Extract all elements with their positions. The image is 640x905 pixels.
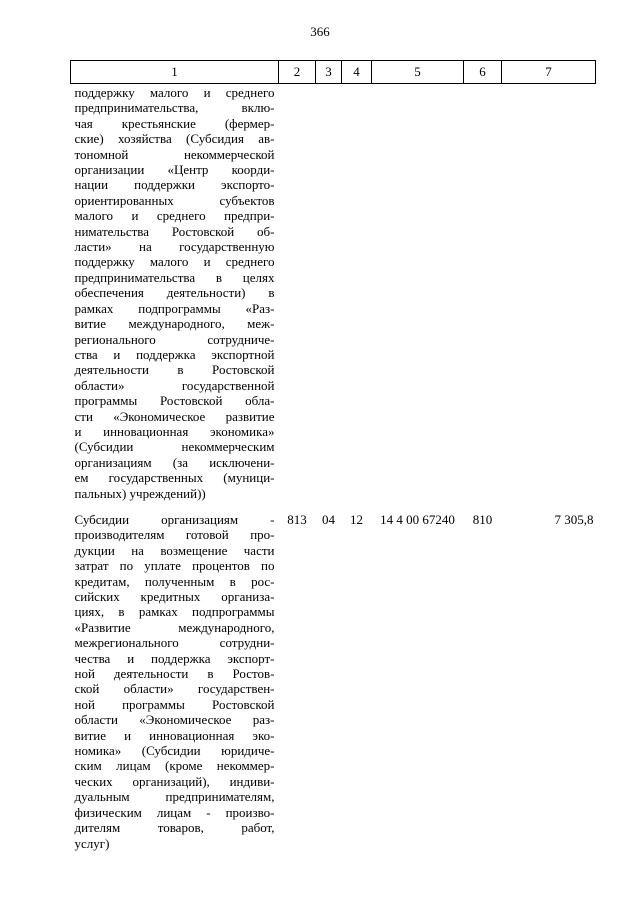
description-line: организациям (за исключени- [74,454,275,470]
row-description [71,84,279,511]
description-line: кредитам, полученным в рос- [74,573,275,589]
description-line: межрегионального сотрудни- [74,635,275,651]
description-line: дителям товаров, работ, [74,820,275,836]
description-line: ческих организаций), индиви- [74,773,275,789]
description-line: циях, в рамках подпрограммы [74,604,275,620]
description-line: ской области» государствен- [74,681,275,697]
description-line: Субсидии организациям - [74,511,275,527]
description-line: витие международного, меж- [74,316,275,332]
amount [502,84,596,511]
description-line: ем государственных (муници- [74,470,275,486]
description-line: рамках подпрограммы «Раз- [74,300,275,316]
description-line: программы Ростовской обла- [74,393,275,409]
subsection-code: 12 [350,511,363,527]
table-row [71,511,596,861]
subsection-code [342,84,372,511]
description-line: сийских кредитных организа- [74,589,275,604]
description-line: ной деятельности в Ростов- [74,666,275,682]
description-line: пальных) учреждений)) [74,485,206,501]
description-line: физическим лицам - произво- [74,804,275,820]
column-header-1: 1 [71,61,279,84]
description-line: номика» (Субсидии юридиче- [74,743,275,759]
description-line: ские) хозяйства (Субсидия ав- [74,131,275,147]
description-line: витие и инновационная эко- [74,727,275,743]
description-line: тономной некоммерческой [74,146,275,162]
description-line: (Субсидии некоммерческим [74,439,275,455]
description-line: ласти» на государственную [74,239,275,255]
row-description [71,511,279,861]
description-line: поддержку малого и среднего [74,85,275,100]
description-line: затрат по уплате процентов по [74,558,275,574]
description-line: области «Экономическое раз- [74,712,275,728]
description-line: деятельности в Ростовской [74,362,275,378]
description-line: ства и поддержка экспортной [74,346,275,362]
column-header-6: 6 [464,61,502,84]
column-header-2: 2 [279,61,316,84]
description-line: ским лицам (кроме некоммер- [74,758,275,774]
description-line: ориентированных субъектов [74,192,275,208]
ministry-code: 813 [287,511,307,527]
amount: 7 305,8 [554,511,594,527]
target-article-code: 14 4 00 67240 [380,511,455,527]
target-article-code [372,84,464,511]
description-line: малого и среднего предпри- [74,208,275,224]
description-line: обеспечения деятельности) в [74,285,275,301]
page-number: 366 [310,24,330,39]
description-line: регионального сотрудниче- [74,331,275,347]
ministry-code [279,84,316,511]
column-header-7: 7 [502,61,596,84]
description-line: поддержку малого и среднего [74,254,275,270]
description-line: и инновационная экономика» [74,423,275,439]
description-line: производителям готовой про- [74,527,275,543]
description-line: области» государственной [74,377,275,393]
header-row [71,61,596,84]
description-line: чества и поддержка экспорт- [74,650,275,666]
section-code [316,84,342,511]
table-row [71,84,596,511]
description-line: нимательства Ростовской об- [74,223,275,239]
section-code: 04 [322,511,335,527]
description-line: нации поддержки экспорто- [74,177,275,193]
description-line: дуальным предпринимателям, [74,789,275,805]
description-line: услуг) [74,835,110,851]
description-line: чая крестьянские (фермер- [74,115,275,131]
description-line: дукции на возмещение части [74,542,275,558]
budget-table [70,60,596,861]
description-line: предпринимательства в целях [74,269,275,285]
description-line: предпринимательства, вклю- [74,100,275,116]
column-header-5: 5 [372,61,464,84]
description-line: «Развитие международного, [74,619,275,635]
expense-type-code: 810 [472,511,493,527]
description-line: организации «Центр коорди- [74,162,275,178]
column-header-4: 4 [342,61,372,84]
column-header-3: 3 [316,61,342,84]
description-line: ной программы Ростовской [74,696,275,712]
expense-type-code [464,84,502,511]
description-line: сти «Экономическое развитие [74,408,275,424]
